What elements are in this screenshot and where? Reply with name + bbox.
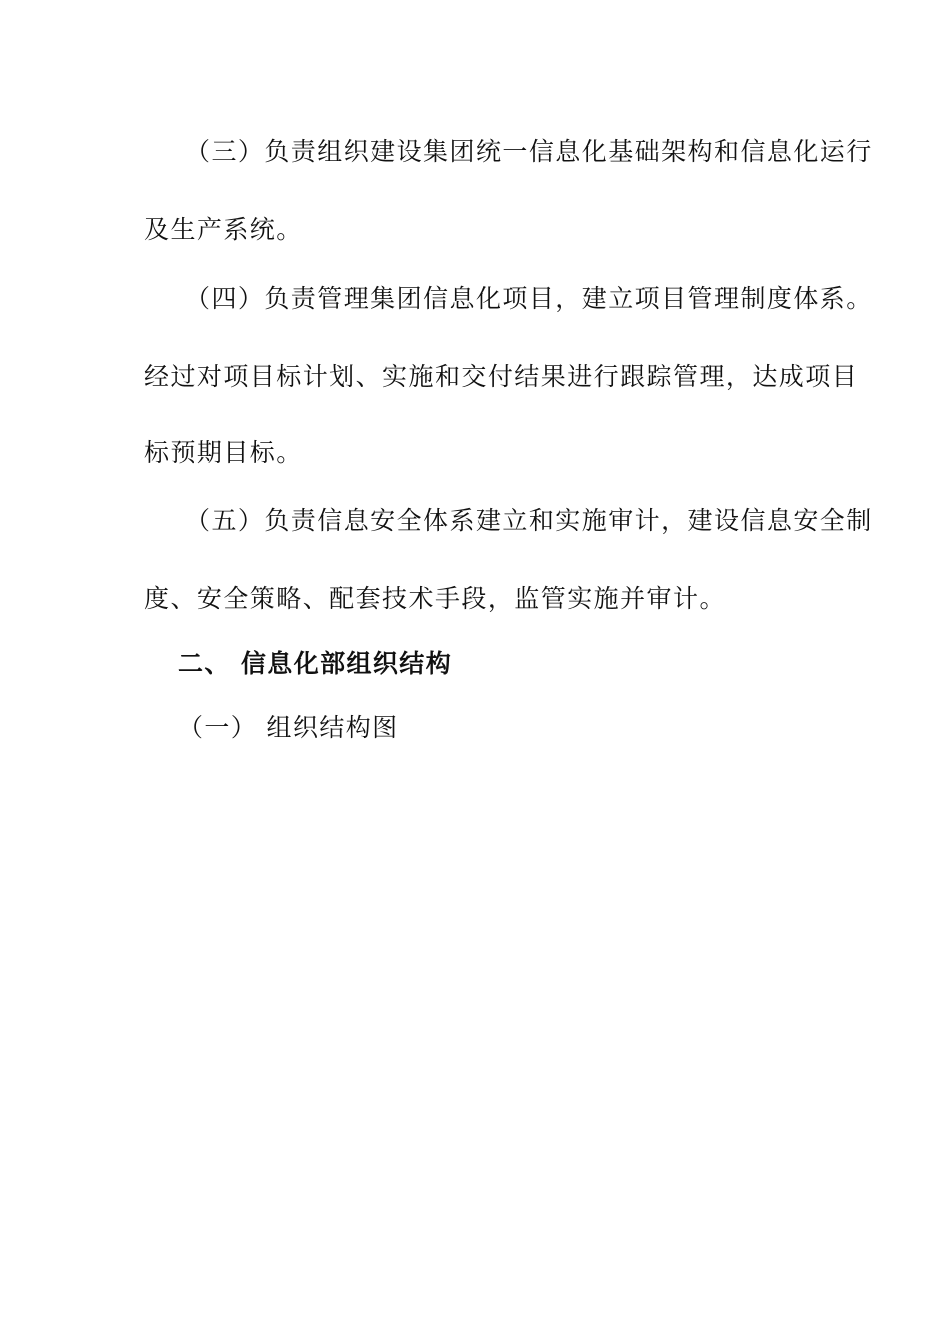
subsection-heading: （一） 组织结构图 — [178, 713, 399, 742]
paragraph-4-line-3: 标预期目标。 — [144, 438, 303, 467]
paragraph-5-line-1: （五）负责信息安全体系建立和实施审计，建设信息安全制 — [185, 506, 873, 535]
paragraph-3-line-2: 及生产系统。 — [144, 215, 303, 244]
paragraph-4-line-1: （四）负责管理集团信息化项目，建立项目管理制度体系。 — [185, 284, 873, 313]
paragraph-4-line-2: 经过对项目标计划、实施和交付结果进行跟踪管理，达成项目 — [144, 362, 859, 391]
paragraph-3-line-1: （三）负责组织建设集团统一信息化基础架构和信息化运行 — [185, 137, 873, 166]
paragraph-5-line-2: 度、安全策略、配套技术手段，监管实施并审计。 — [144, 584, 726, 613]
section-heading: 二、 信息化部组织结构 — [178, 649, 453, 678]
